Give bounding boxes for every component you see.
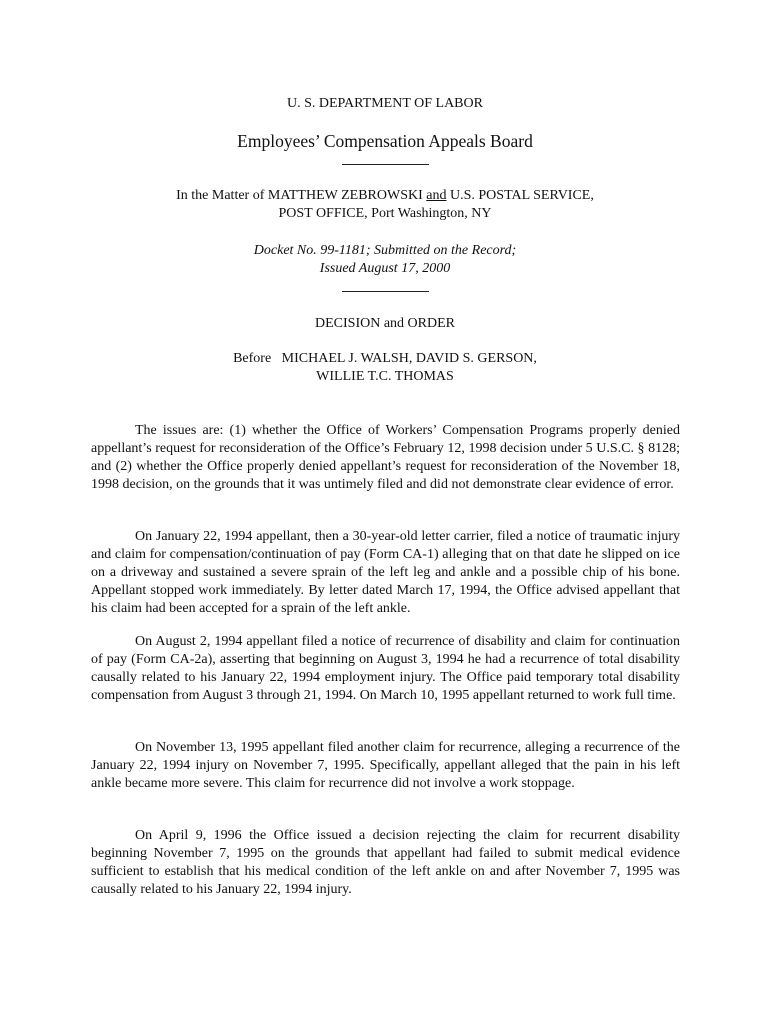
paragraph-recurrence-2: On November 13, 1995 appellant filed another claim for recurrence, alleging a recurrence of the January 22, 1994 injury on November 7, 1995. Specifically, appellant alleged that the pain in his left ankle became more severe. This claim for recurrence did not involve a work stoppage. bbox=[91, 740, 680, 791]
matter-suffix: U.S. POSTAL SERVICE, bbox=[446, 188, 594, 203]
board-title: Employees’ Compensation Appeals Board bbox=[237, 131, 533, 151]
docket-info bbox=[0, 242, 770, 278]
panel-line-2: WILLIE T.C. THOMAS bbox=[316, 369, 454, 384]
matter-caption bbox=[0, 187, 770, 223]
matter-line-1 bbox=[0, 187, 770, 205]
matter-line-2: POST OFFICE, Port Washington, NY bbox=[278, 206, 492, 221]
docket-line-1: Docket No. 99-1181; Submitted on the Record; bbox=[253, 243, 517, 258]
title-divider bbox=[342, 164, 429, 165]
department-heading: U. S. DEPARTMENT OF LABOR bbox=[287, 96, 483, 111]
docket-divider bbox=[342, 291, 429, 292]
decision-title: DECISION and ORDER bbox=[315, 316, 455, 331]
panel-members bbox=[0, 350, 770, 386]
paragraph-injury: On January 22, 1994 appellant, then a 30-year-old letter carrier, filed a notice of traumatic injury and claim for compensation/continuation of pay (Form CA-1) alleging that on that date he slipped on ice on a driveway and sustained a severe sprain of the left leg and ankle and a possible chip of his bone. Appellant stopped work immediately. By letter dated March 17, 1994, the Office advised appellant that his claim had been accepted for a sprain of the left ankle. bbox=[91, 529, 680, 616]
paragraph-issues: The issues are: (1) whether the Office of Workers’ Compensation Programs properly denied appellant’s request for reconsideration of the Office’s February 12, 1998 decision under 5 U.S.C. § 8128; and (2) whether the Office properly denied appellant’s request for reconsideration of the November 18, 1998 decision, on the grounds that it was untimely filed and did not demonstrate clear evidence of error. bbox=[91, 423, 680, 492]
matter-prefix: In the Matter of MATTHEW ZEBROWSKI bbox=[176, 188, 427, 203]
paragraph-decision: On April 9, 1996 the Office issued a decision rejecting the claim for recurrent disability beginning November 7, 1995 on the grounds that appellant had failed to submit medical evidence sufficient to establish that his medical condition of the left ankle on and after November 7, 1995 was causally related to his January 22, 1994 injury. bbox=[91, 828, 680, 897]
matter-and: and bbox=[426, 188, 447, 203]
paragraph-recurrence-1: On August 2, 1994 appellant filed a notice of recurrence of disability and claim for continuation of pay (Form CA-2a), asserting that beginning on August 3, 1994 he had a recurrence of total disability causally related to his January 22, 1994 employment injury. The Office paid temporary total disability compensation from August 3 through 21, 1994. On March 10, 1995 appellant returned to work full time. bbox=[91, 634, 680, 703]
docket-line-2: Issued August 17, 2000 bbox=[319, 261, 451, 276]
panel-line-1: Before MICHAEL J. WALSH, DAVID S. GERSON, bbox=[233, 351, 537, 366]
